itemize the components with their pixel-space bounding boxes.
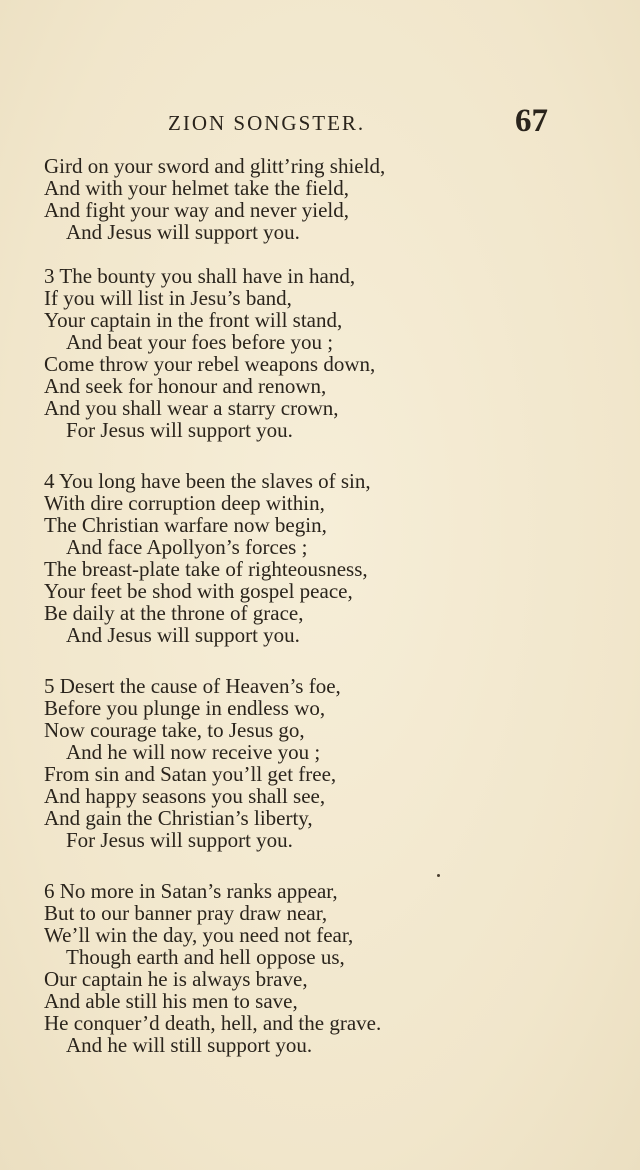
stanza-4 bbox=[44, 470, 484, 646]
verse-line: Be daily at the throne of grace, bbox=[44, 601, 304, 625]
stanza-5 bbox=[44, 675, 484, 851]
verse-line: Though earth and hell oppose us, bbox=[66, 945, 345, 969]
verse-line: And he will now receive you ; bbox=[66, 740, 321, 764]
verse-line: Your feet be shod with gospel peace, bbox=[44, 579, 353, 603]
verse-line: And you shall wear a starry crown, bbox=[44, 396, 339, 420]
verse-line: And face Apollyon’s forces ; bbox=[66, 535, 308, 559]
verse-line: The Christian warfare now begin, bbox=[44, 513, 327, 537]
verse-line: And with your helmet take the field, bbox=[44, 176, 350, 200]
verse-line: 5 Desert the cause of Heaven’s foe, bbox=[44, 674, 341, 698]
running-title: ZION SONGSTER. bbox=[168, 111, 366, 135]
verse-line: With dire corruption deep within, bbox=[44, 491, 325, 515]
verse-line: And fight your way and never yield, bbox=[44, 198, 350, 222]
verse-line: And Jesus will support you. bbox=[66, 623, 300, 647]
verse-line: Our captain he is always brave, bbox=[44, 967, 308, 991]
verse-line: And beat your foes before you ; bbox=[66, 330, 334, 354]
verse-line: But to our banner pray draw near, bbox=[44, 901, 328, 925]
verse-line: He conquer’d death, hell, and the grave. bbox=[44, 1011, 382, 1035]
verse-line: We’ll win the day, you need not fear, bbox=[44, 923, 354, 947]
page-header bbox=[0, 103, 640, 143]
stanza-3 bbox=[44, 265, 484, 441]
stanza-1 bbox=[44, 155, 484, 243]
verse-line: For Jesus will support you. bbox=[66, 418, 293, 442]
verse-line: The breast-plate take of righteousness, bbox=[44, 557, 368, 581]
verse-line: If you will list in Jesu’s band, bbox=[44, 286, 292, 310]
verse-line: Come throw your rebel weapons down, bbox=[44, 352, 376, 376]
verse-line: And able still his men to save, bbox=[44, 989, 298, 1013]
verse-line: And gain the Christian’s liberty, bbox=[44, 806, 313, 830]
verse-line: Now courage take, to Jesus go, bbox=[44, 718, 305, 742]
verse-line: 6 No more in Satan’s ranks appear, bbox=[44, 879, 338, 903]
page-number: 67 bbox=[515, 103, 548, 139]
verse-line: And happy seasons you shall see, bbox=[44, 784, 326, 808]
verse-line: Your captain in the front will stand, bbox=[44, 308, 343, 332]
verse-line: Gird on your sword and glitt’ring shield, bbox=[44, 154, 386, 178]
verse-line: And he will still support you. bbox=[66, 1033, 313, 1057]
ink-speck bbox=[437, 874, 440, 877]
verse-line: And Jesus will support you. bbox=[66, 220, 300, 244]
verse-line: 3 The bounty you shall have in hand, bbox=[44, 264, 356, 288]
verse-line: And seek for honour and renown, bbox=[44, 374, 327, 398]
verse-line: 4 You long have been the slaves of sin, bbox=[44, 469, 371, 493]
verse-line: Before you plunge in endless wo, bbox=[44, 696, 326, 720]
verse-line: From sin and Satan you’ll get free, bbox=[44, 762, 337, 786]
verse-line: For Jesus will support you. bbox=[66, 828, 293, 852]
stanza-6 bbox=[44, 880, 484, 1056]
